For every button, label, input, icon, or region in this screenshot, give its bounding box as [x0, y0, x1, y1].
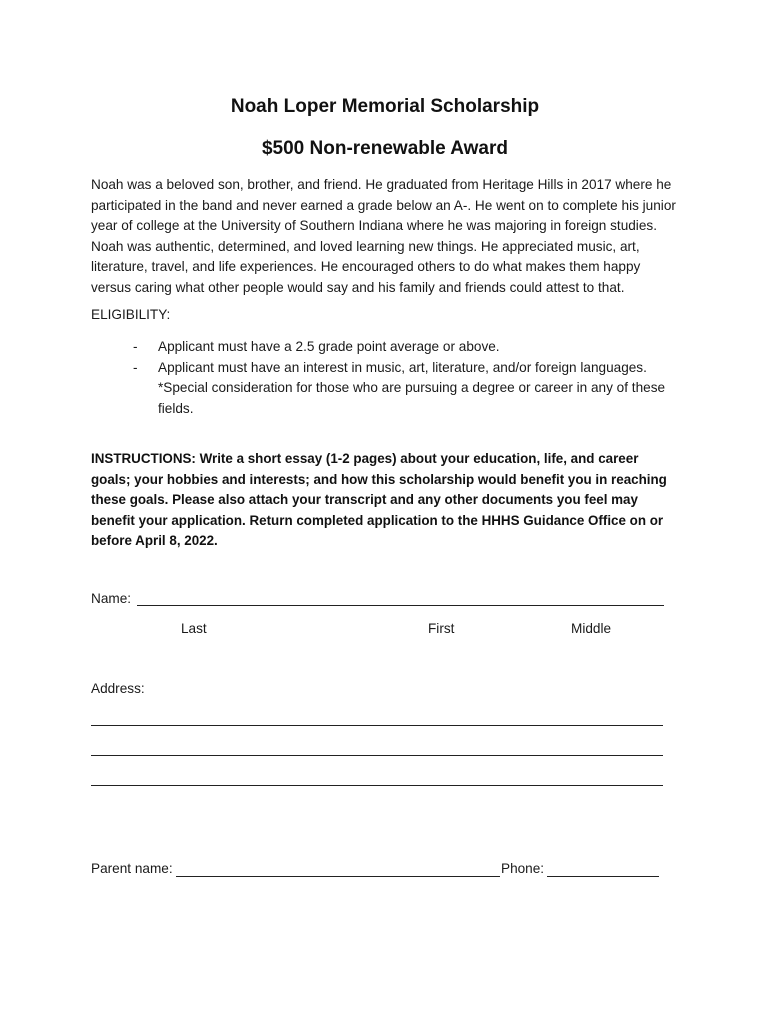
eligibility-heading: ELIGIBILITY:: [91, 307, 171, 322]
phone-line[interactable]: [547, 876, 659, 877]
eligibility-item-text: Applicant must have an interest in music, art, literature, and/or foreign languages. *Special consideration for those who are pursuing a degree or career in any of these fields.: [158, 359, 666, 416]
address-line-3[interactable]: [91, 785, 663, 786]
eligibility-list: [133, 337, 681, 419]
list-item: [133, 337, 681, 358]
last-name-label: Last: [181, 621, 207, 636]
middle-name-label: Middle: [571, 621, 612, 636]
award-title: $500 Non-renewable Award: [261, 138, 509, 159]
parent-name-line[interactable]: [176, 876, 500, 877]
phone-label: Phone:: [501, 861, 545, 876]
address-line-2[interactable]: [91, 755, 663, 756]
name-field-line[interactable]: [137, 605, 664, 606]
list-item: [133, 358, 681, 420]
scholarship-title: Noah Loper Memorial Scholarship: [230, 96, 540, 117]
intro-paragraph: Noah was a beloved son, brother, and friend. He graduated from Heritage Hills in 2017 where he participated in the band and never earned a grade below an A-. He went on to complete his junior year of college at the University of Southern Indiana where he was majoring in foreign studies. Noah was authentic, determined, and loved learning new things. He appreciated music, art, literature, travel, and life experiences. He encouraged others to do what makes them happy versus caring what other people would say and his family and friends could attest to that.: [91, 177, 676, 295]
list-dash: -: [133, 359, 138, 375]
first-name-label: First: [428, 621, 455, 636]
list-dash: -: [133, 339, 138, 354]
instructions-paragraph: INSTRUCTIONS: Write a short essay (1-2 pages) about your education, life, and career goals; your hobbies and interests; and how this scholarship would benefit you in reaching these goals. Please also attach your transcript and any other documents you feel may benefit your application. Return completed application to the HHHS Guidance Office on or before April 8, 2022.: [91, 451, 667, 548]
address-line-1[interactable]: [91, 725, 663, 726]
eligibility-item-text: Applicant must have a 2.5 grade point average or above.: [158, 339, 500, 354]
address-label: Address:: [91, 681, 145, 696]
name-label: Name:: [91, 591, 132, 606]
parent-name-label: Parent name:: [91, 861, 173, 876]
